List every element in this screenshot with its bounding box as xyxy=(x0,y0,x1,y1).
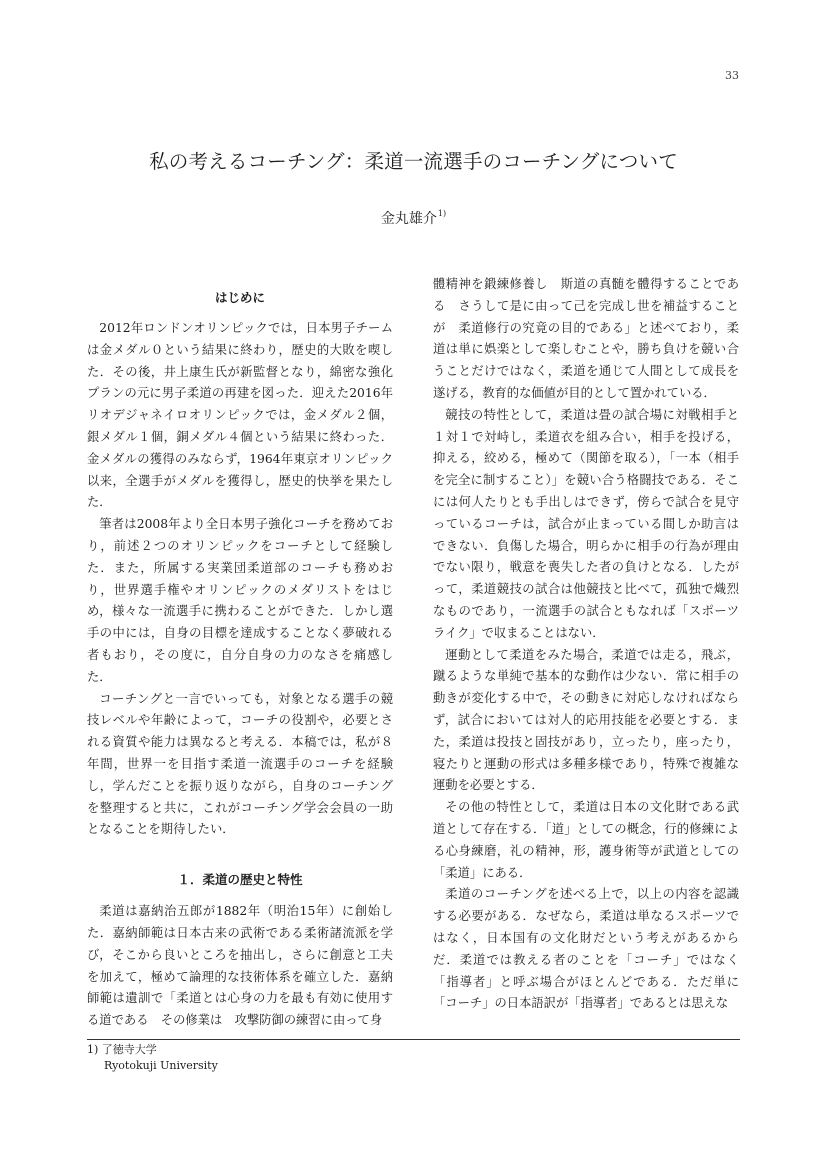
section1-paragraph: 柔道は嘉納治五郎が1882年（明治15年）に創始した．嘉納師範は日本古来の武術である柔術諸流派を学び，そこから良いところを抽出し，さらに創意と工夫を加えて，極めて論理的な技術体系を確立した．嘉納師範は遺訓で「柔道とは心身の力を最も有効に使用する道である その修業は 攻撃防御の練習に由って身 xyxy=(87,904,393,1028)
continued-paragraph: 體精神を鍛練修養し 斯道の真髄を體得することである さうして是に由って己を完成し世を補益することが 柔道修行の究竟の目的である」と述べており，柔道は単に娯楽として楽しむことや，勝ち負けを競い合うことだけではなく，柔道を通じて人間として成長を遂げる，教育的な価値が目的として置かれている． xyxy=(433,277,739,400)
footnote xyxy=(87,1042,218,1074)
page-number: 33 xyxy=(725,69,739,82)
author-footnote-mark: 1) xyxy=(437,209,447,218)
footnote-affiliation-en: Ryotokuji University xyxy=(104,1059,218,1072)
intro-paragraph: コーチングと一言でいっても，対象となる選手の競技レベルや年齢によって，コーチの役割や，必要とされる資質や能力は異なると考える．本稿では，私が８年間，世界一を目指す柔道一流選手のコーチを経験し，学んだことを振り返りながら，自身のコーチングを整理すると共に，これがコーチング学会会員の一助となることを期待したい． xyxy=(87,691,393,837)
paper-title: 私の考えるコーチング：柔道一流選手のコーチングについて xyxy=(149,150,678,173)
body-paragraph: 柔道のコーチングを述べる上で，以上の内容を認識する必要がある．なぜなら，柔道は単なるスポーツではなく，日本国有の文化財だという考えがあるからだ．柔道では教える者のことを「コーチ」ではなく「指導者」と呼ぶ場合がほとんどである．ただ単に「コーチ」の日本語訳が「指導者」であるとは思えな xyxy=(433,887,739,1011)
left-column xyxy=(87,274,393,1032)
intro-paragraph: 2012年ロンドンオリンピックでは，日本男子チームは金メダル０という結果に終わり，歴史的大敗を喫した．その後，井上康生氏が新監督となり，綿密な強化プランの元に男子柔道の再建を図った．迎えた2016年リオデジャネイロオリンピックでは，金メダル２個，銀メダル１個，銅メダル４個という結果に終わった．金メダルの獲得のみならず，1964年東京オリンピック以来，全選手がメダルを獲得し，歴史的快挙を果たした． xyxy=(87,321,393,510)
footnote-mark: 1) xyxy=(87,1043,99,1056)
body-paragraph: 運動として柔道をみた場合，柔道では走る，飛ぶ，蹴るような単純で基本的な動作は少ない．常に相手の動きが変化する中で，その動きに対応しなければならず，試合においては対人的応用技能を必要とする．また，柔道は投技と固技があり，立ったり，座ったり，寝たりと運動の形式は多種多様であり，特殊で複雑な運動を必要とする． xyxy=(433,647,739,793)
footnote-line-ja xyxy=(87,1042,218,1058)
intro-paragraph: 筆者は2008年より全日本男子強化コーチを務めており，前述２つのオリンピックをコーチとして経験した．また，所属する実業団柔道部のコーチも務めおり，世界選手権やオリンピックのメダリストをはじめ，様々な一流選手に携わることができた．しかし選手の中には，自身の目標を達成することなく夢破れる者もおり，その度に，自分自身の力のなさを痛感した． xyxy=(87,517,393,684)
body-paragraph: 競技の特性として，柔道は畳の試合場に対戦相手と１対１で対峙し，柔道衣を組み合い，相手を投げる，抑える，絞める，極めて（関節を取る），「一本（相手を完全に制すること）」を競い合う格闘技である．そこには何人たりとも手出しはできず，傍らで試合を見守っているコーチは，試合が止まっている間しか助言はできない．負傷した場合，明らかに相手の行為が理由でない限り，戦意を喪失した者の負けとなる．したがって，柔道競技の試合は他競技と比べて，孤独で熾烈なものであり，一流選手の試合ともなれば「スポーツライク」で収まることはない． xyxy=(433,407,739,640)
footnote-rule xyxy=(87,1039,740,1040)
section1-heading: １．柔道の歴史と特性 xyxy=(177,872,303,888)
body-paragraph: その他の特性として，柔道は日本の文化財である武道として存在する．「道」としての概念，行的修練による心身練磨，礼の精神，形，護身術等が武道としての「柔道」にある． xyxy=(433,800,739,880)
right-column xyxy=(433,274,739,1015)
footnote-affiliation-ja: 了徳寺大学 xyxy=(101,1043,157,1056)
author-name: 金丸雄介 xyxy=(380,211,437,227)
author-line xyxy=(0,208,827,228)
intro-heading: はじめに xyxy=(214,290,265,305)
footnote-line-en xyxy=(87,1058,218,1074)
